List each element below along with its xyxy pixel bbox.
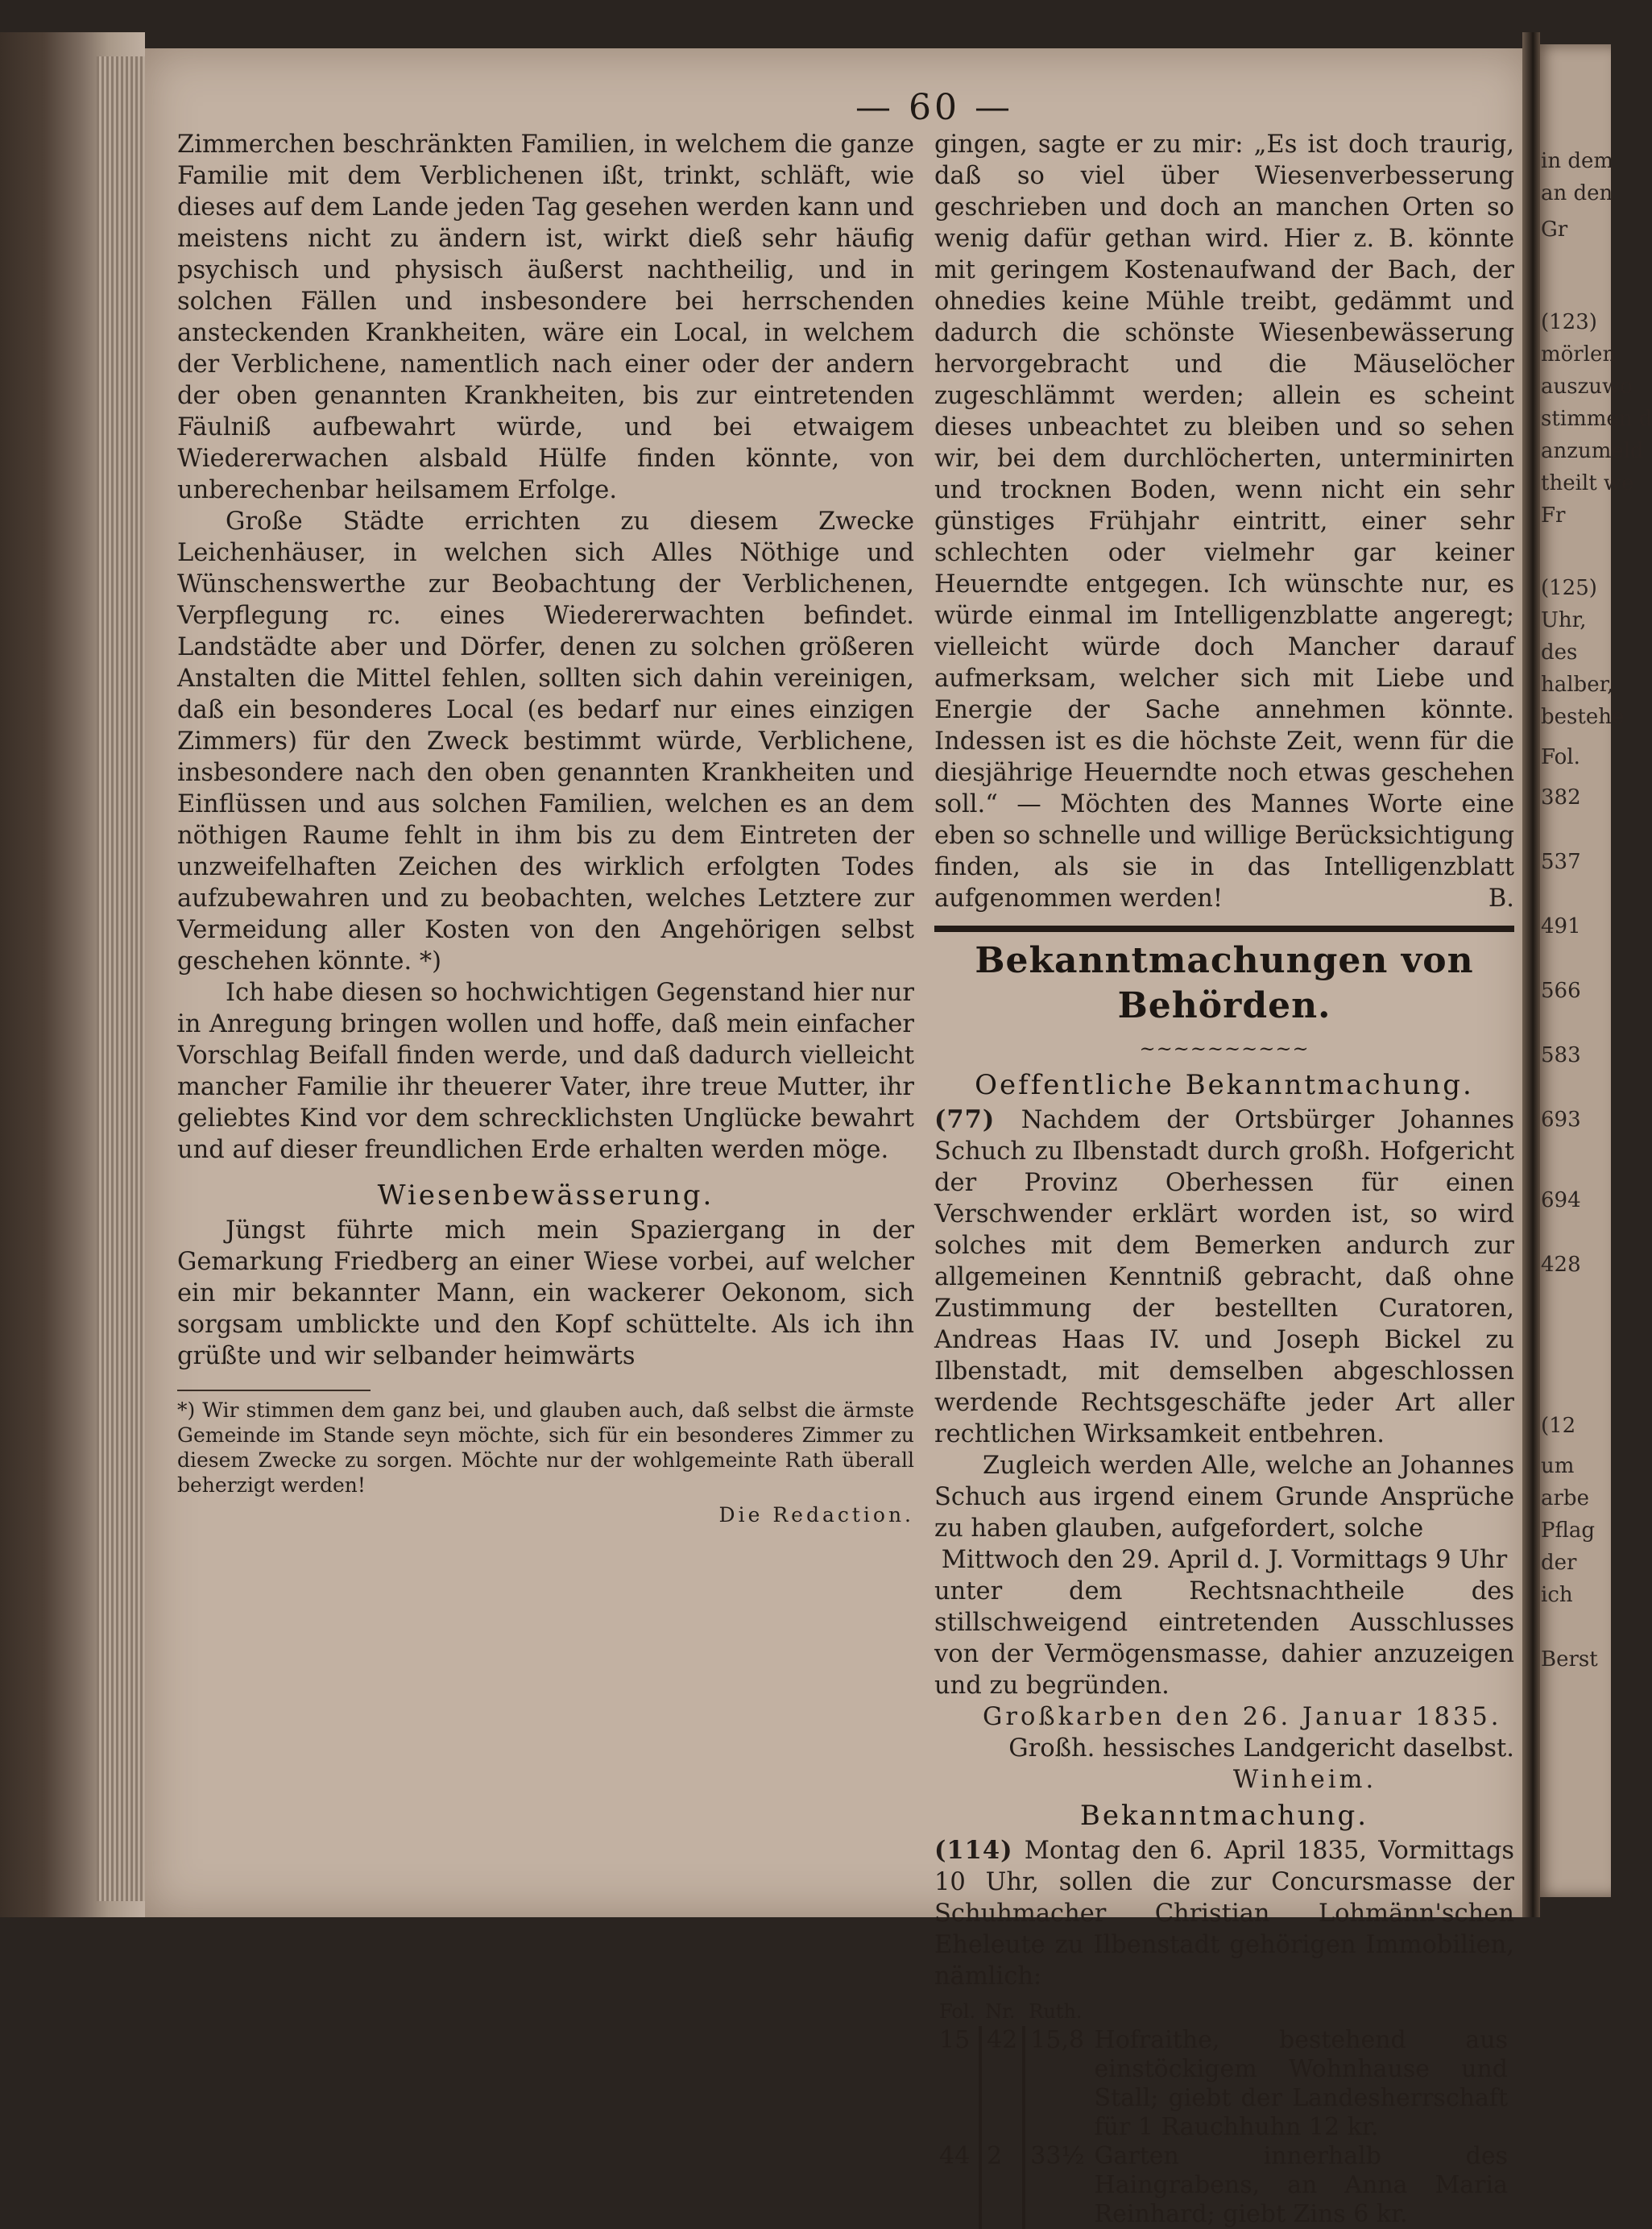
ruth-cell: 33½ xyxy=(1030,2142,1085,2170)
notice-text: Zugleich werden Alle, welche an Johannes Schuch aus irgend einem Grunde Ansprüche zu haben glauben, aufgefordert, solche xyxy=(934,1452,1514,1543)
next-page-text-fragment: des xyxy=(1541,640,1578,665)
footnote: *) Wir stimmen dem ganz bei, und glauben auch, daß selbst die ärmste Gemeinde im Stande seyn möchte, sich für ein besonderes Zimmer zu diesem Zwecke zu sorgen. Möchte nur der wohlgemeinte Rath überall beherzigt werden! xyxy=(177,1398,914,1497)
paragraph: Ich habe diesen so hochwichtigen Gegenstand hier nur in Anregung bringen wollen und hoffe, daß mein einfacher Vorschlag Beifall finden werde, und daß dadurch vielleicht mancher Familie ihr theuerer Vater, ihre treue Mutter, ihr geliebtes Kind vor dem schrecklichsten Unglücke bewahrt und auf dieser freundlichen Erde erhalten werden möge. xyxy=(177,979,914,1164)
paragraph: Zimmerchen beschränkten Familien, in welchem die ganze Familie mit dem Verblichenen ißt, trinkt, schläft, wie dieses auf dem Lande jeden Tag gesehen werden kann und meistens nicht zu ändern ist, wirkt dieß sehr häufig psychisch und physisch äußerst nachtheilig, und in solchen Fällen und insbesondere bei herrschenden ansteckenden Krankheiten, wäre ein Local, in welchem der Verblichene, namentlich nach einer oder der andern der oben genannten Krankheiten, bis zur eintretenden Fäulniß aufbewahrt würde, und bei etwaigem Wiedererwachen alsbald Hülfe finden könnte, von unberechenbar heilsamem Erfolge. xyxy=(177,131,914,504)
next-page-text-fragment: auszuwo xyxy=(1541,375,1633,399)
next-page-text-fragment: Fr xyxy=(1541,503,1566,528)
next-page-text-fragment: 537 xyxy=(1541,850,1581,874)
next-page-text-fragment: 583 xyxy=(1541,1043,1581,1067)
next-page-text-fragment: Gr xyxy=(1541,218,1568,242)
notice-authority: Großh. hessisches Landgericht daselbst. xyxy=(1008,1734,1514,1763)
ornament: ~~~~~~~~~~ xyxy=(1139,1038,1310,1060)
next-page-text-fragment: 693 xyxy=(1541,1108,1581,1132)
next-page-text-fragment: der xyxy=(1541,1551,1577,1575)
next-page-text-fragment: (123) xyxy=(1541,310,1597,334)
fol-cell: 44 xyxy=(934,2142,980,2229)
notice-place-date: Großkarben den 26. Januar 1835. xyxy=(983,1703,1502,1731)
next-page-text-fragment: 566 xyxy=(1541,979,1581,1003)
next-page-text-fragment: theilt we xyxy=(1541,471,1634,495)
page-number: — 60 — xyxy=(855,87,1013,128)
next-page-text-fragment: stimmen d xyxy=(1541,407,1652,431)
next-page-text-fragment: arbe xyxy=(1541,1486,1589,1510)
section-divider xyxy=(934,926,1514,932)
page-stack xyxy=(97,56,149,1901)
next-page-text-fragment: 694 xyxy=(1541,1188,1581,1212)
paragraph: gingen, sagte er zu mir: „Es ist doch traurig, daß so viel über Wiesenverbesserung geschrieben und doch an manchen Orten so wenig dafür gethan wird. Hier z. B. könnte mit geringem Kostenaufwand der Bach, der ohnedies keine Mühle treibt, gedämmt und dadurch die schönste Wiesenbewässerung hervorgebracht und die Mäuselöcher zugeschlämmt werden; allein es scheint dieses unbeachtet zu bleiben und so sehen wir, bei dem durchlöcherten, unterminirten und trocknen Boden, wenn nicht ein sehr günstiges Frühjahr eintritt, einer sehr schlechten oder vielmehr gar keiner Heuerndte entgegen. Ich wünschte nur, es würde einmal im Intelligenzblatte angeregt; vielleicht würde doch Mancher darauf aufmerksam, welcher sich mit Liebe und Energie der Sache annehmen könnte. Indessen ist es die höchste Zeit, wenn für die diesjährige Heuerndte noch etwas geschehen soll.“ — Möchten des Mannes Worte eine eben so schnelle und willige Berücksichtigung finden, als sie in das Intelligenzblatt aufgenommen werden! xyxy=(934,131,1514,913)
notice-signer: Winheim. xyxy=(1232,1766,1377,1794)
next-page-text-fragment: anzumeld xyxy=(1541,439,1644,463)
signature: B. xyxy=(1488,885,1514,913)
section-title-wiesenbewaesserung: Wiesenbewässerung. xyxy=(377,1179,714,1212)
ruth-cell: 15,8 xyxy=(1030,2026,1085,2054)
next-page-text-fragment: in dem xyxy=(1541,149,1614,173)
notice-number: (114) xyxy=(934,1836,1013,1865)
next-page-fragment xyxy=(1534,44,1652,1897)
next-page-text-fragment: (12 xyxy=(1541,1414,1576,1438)
next-page-text-fragment: halber, xyxy=(1541,673,1614,697)
next-page-text-fragment: 428 xyxy=(1541,1253,1581,1277)
right-column xyxy=(934,129,1514,2229)
notice-date-line: Mittwoch den 29. April d. J. Vormittags 9 Uhr xyxy=(941,1546,1508,1574)
next-page-text-fragment: an den xyxy=(1541,181,1613,205)
notice-heading: Bekanntmachung. xyxy=(1079,1800,1369,1832)
next-page-text-fragment: Uhr, xyxy=(1541,608,1587,632)
table-header: Nr. xyxy=(985,2000,1016,2023)
notice-number: (77) xyxy=(934,1105,996,1134)
property-table xyxy=(934,1997,1514,2229)
table-row xyxy=(934,2142,1513,2229)
fol-cell: 15 xyxy=(934,2026,980,2142)
notice-text: Montag den 6. April 1835, Vormittags 10 Uhr, sollen die zur Concursmasse der Schuhmacher Christian Lohmänn'schen Eheleute zu Ilbenstadt gehörigen Immobilien, nämlich: xyxy=(934,1837,1514,1991)
next-page-text-fragment: um xyxy=(1541,1454,1575,1478)
page-gutter xyxy=(1522,32,1540,1917)
notice-heading: Oeffentliche Bekanntmachung. xyxy=(975,1069,1474,1101)
nr-cell: 2 xyxy=(980,2142,1024,2229)
next-page-text-fragment: (125) xyxy=(1541,576,1597,600)
desc-cell: Hofraithe, bestehend aus einstöckigem Wohnhause und Stall; giebt der Landesherrschaft für 1 Rauchhuhn 12 kr. xyxy=(1094,2026,1508,2141)
paragraph: Jüngst führte mich mein Spaziergang in der Gemarkung Friedberg an einer Wiese vorbei, auf welcher ein mir bekannter Mann, ein wackerer Oekonom, sich sorgsam umblickte und den Kopf schüttelte. Als ich ihn grüßte und wir selbander heimwärts xyxy=(177,1216,914,1370)
nr-cell: 42 xyxy=(980,2026,1024,2142)
next-page-text-fragment: Pflag xyxy=(1541,1518,1595,1543)
section-title-bekanntmachungen: Bekanntmachungen von Behörden. xyxy=(975,940,1474,1026)
table-header: Fol. xyxy=(939,2000,976,2023)
footnote-signature: Die Redaction. xyxy=(718,1503,914,1527)
desc-cell: Garten innerhalb des Haingrabens, an Anna Maria Reinhard; giebt Zins 6 kr. xyxy=(1094,2142,1508,2228)
next-page-text-fragment: ich xyxy=(1541,1583,1573,1607)
left-column xyxy=(177,129,914,1527)
notice-text: unter dem Rechtsnachtheile des stillschweigend eintretenden Ausschlusses von der Vermögensmasse, dahier anzuzeigen und zu begründen. xyxy=(934,1577,1514,1700)
next-page-text-fragment: bestehe xyxy=(1541,705,1625,729)
next-page-text-fragment: Fol. xyxy=(1541,745,1580,769)
next-page-text-fragment: mörlen xyxy=(1541,342,1617,367)
footnote-divider xyxy=(177,1390,371,1391)
notice-text: Nachdem der Ortsbürger Johannes Schuch zu Ilbenstadt durch großh. Hofgericht der Provinz Oberhessen für einen Verschwender erklärt worden ist, so wird solches mit dem Bemerken andurch zur allgemeinen Kenntniß gebracht, daß ohne Zustimmung der bestellten Curatoren, Andreas Haas IV. und Joseph Bickel zu Ilbenstadt, mit demselben abgeschlossen werdende Rechtsgeschäfte jeder Art aller rechtlichen Wirksamkeit entbehren. xyxy=(934,1106,1514,1448)
table-row xyxy=(934,2026,1513,2142)
table-header-blank xyxy=(1090,1997,1513,2026)
paragraph: Große Städte errichten zu diesem Zwecke Leichenhäuser, in welchen sich Alles Nöthige und Wünschenswerthe zur Beobachtung der Verblichenen, Verpflegung rc. eines Wiedererwachten befindet. Landstädte aber und Dörfer, denen zu solchen größeren Anstalten die Mittel fehlen, sollten sich dahin vereinigen, daß ein besonderes Local (es bedarf nur eines einzigen Zimmers) für den Zweck bestimmt würde, Verblichene, insbesondere nach den oben genannten Krankheiten und Einflüssen und aus solchen Familien, welchen es an dem nöthigen Raume fehlt in ihm bis zu dem Eintreten der unzweifelhaften Zeichen des wirklich erfolgten Todes aufzubewahren und zu beobachten, welches Letztere zur Vermeidung aller Kosten von den Angehörigen selbst geschehen könnte. *) xyxy=(177,508,914,976)
next-page-text-fragment: 382 xyxy=(1541,785,1581,810)
next-page-text-fragment: 491 xyxy=(1541,914,1581,938)
table-header: Ruth. xyxy=(1029,2000,1083,2023)
next-page-text-fragment: Berst xyxy=(1541,1647,1598,1672)
